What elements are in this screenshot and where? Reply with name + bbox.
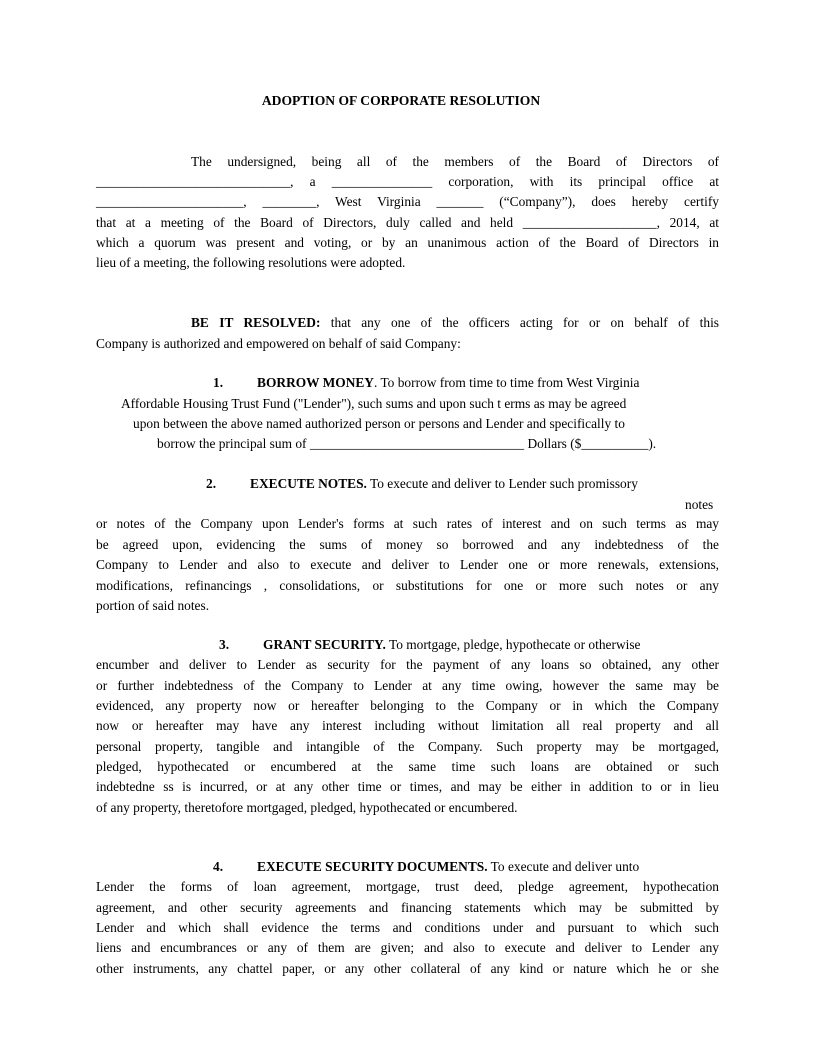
resolved-line-1-text: that any one of the officers acting for or on behalf of this: [320, 315, 719, 330]
item-3-line-1: [219, 636, 641, 654]
item-2-line-1-text: To execute and deliver to Lender such promissory: [366, 476, 638, 491]
intro-line-4: that at a meeting of the Board of Directors, duly called and held ____________________, 2014, at: [96, 215, 719, 230]
item-2-line-5: modifications, refinancings , consolidations, or substitutions for one or more such notes or any: [96, 578, 719, 593]
item-1-line-1: [213, 374, 639, 392]
item-1-line-1-text: . To borrow from time to time from West Virginia: [373, 375, 640, 390]
item-2-line-1b: notes: [685, 497, 714, 512]
item-3-line-5: now or hereafter may have any interest including without limitation all real property and all: [96, 718, 719, 733]
item-1-line-3: upon between the above named authorized person or persons and Lender and specifically to: [133, 416, 625, 431]
item-3-line-3: or further indebtedness of the Company to Lender at any time owing, however the same may be: [96, 678, 719, 693]
item-3-heading: GRANT SECURITY.: [263, 637, 386, 652]
resolved-lead: BE IT RESOLVED:: [191, 315, 321, 330]
item-4-line-6: other instruments, any chattel paper, or any other collateral of any kind or nature which he or she: [96, 961, 719, 976]
intro-line-2: _____________________________, a _______________ corporation, with its principal office at: [96, 174, 719, 189]
item-4-line-5: liens and encumbrances or any of them are given; and also to execute and deliver to Lender any: [96, 940, 719, 955]
item-3-line-4: evidenced, any property now or hereafter belonging to the Company or in which the Company: [96, 698, 719, 713]
item-2-heading: EXECUTE NOTES.: [250, 476, 367, 491]
item-2-line-6: portion of said notes.: [96, 598, 210, 613]
item-2-line-1: [206, 475, 638, 493]
item-3-line-1-text: To mortgage, pledge, hypothecate or otherwise: [385, 637, 641, 652]
item-3-line-7: pledged, hypothecated or encumbered at the same time such loans are obtained or such: [96, 759, 719, 774]
item-1-line-4: borrow the principal sum of ________________________________ Dollars ($__________).: [157, 436, 657, 451]
intro-line-3: ______________________, ________, West Virginia _______ (“Company”), does hereby certify: [96, 194, 719, 209]
item-2-line-2: or notes of the Company upon Lender's forms at such rates of interest and on such terms as may: [96, 516, 719, 531]
item-4-line-1: [213, 858, 639, 876]
item-4-line-3: agreement, and other security agreements and financing statements which may be submitted by: [96, 900, 719, 915]
intro-line-5: which a quorum was present and voting, or by an unanimous action of the Board of Directors in: [96, 235, 719, 250]
resolved-line-2: Company is authorized and empowered on behalf of said Company:: [96, 336, 461, 351]
item-4-line-1-text: To execute and deliver unto: [487, 859, 640, 874]
item-1-number: 1.: [213, 375, 224, 390]
item-4-heading: EXECUTE SECURITY DOCUMENTS.: [257, 859, 488, 874]
document-title: ADOPTION OF CORPORATE RESOLUTION: [261, 93, 541, 108]
item-3-line-6: personal property, tangible and intangible of the Company. Such property may be mortgaged,: [96, 739, 719, 754]
item-1-line-2: Affordable Housing Trust Fund ("Lender"), such sums and upon such t erms as may be agreed: [121, 396, 627, 411]
item-3-line-2: encumber and deliver to Lender as security for the payment of any loans so obtained, any other: [96, 657, 719, 672]
item-2-number: 2.: [206, 476, 217, 491]
intro-line-1: The undersigned, being all of the members of the Board of Directors of: [191, 154, 719, 169]
item-3-line-8: indebtedne ss is incurred, or at any other time or times, and may be either in addition to or in lieu: [96, 779, 719, 794]
item-2-line-4: Company to Lender and also to execute and deliver to Lender one or more renewals, extensions,: [96, 557, 719, 572]
item-2-line-3: be agreed upon, evidencing the sums of money so borrowed and any indebtedness of the: [96, 537, 719, 552]
item-3-line-9: of any property, theretofore mortgaged, pledged, hypothecated or encumbered.: [96, 800, 518, 815]
item-1-heading: BORROW MONEY: [257, 375, 374, 390]
resolved-line-1: [191, 314, 719, 332]
item-4-line-2: Lender the forms of loan agreement, mortgage, trust deed, pledge agreement, hypothecation: [96, 879, 719, 894]
item-4-number: 4.: [213, 859, 224, 874]
intro-line-6: lieu of a meeting, the following resolutions were adopted.: [96, 255, 406, 270]
item-3-number: 3.: [219, 637, 230, 652]
item-4-line-4: Lender and which shall evidence the terms and conditions under and pursuant to which such: [96, 920, 719, 935]
